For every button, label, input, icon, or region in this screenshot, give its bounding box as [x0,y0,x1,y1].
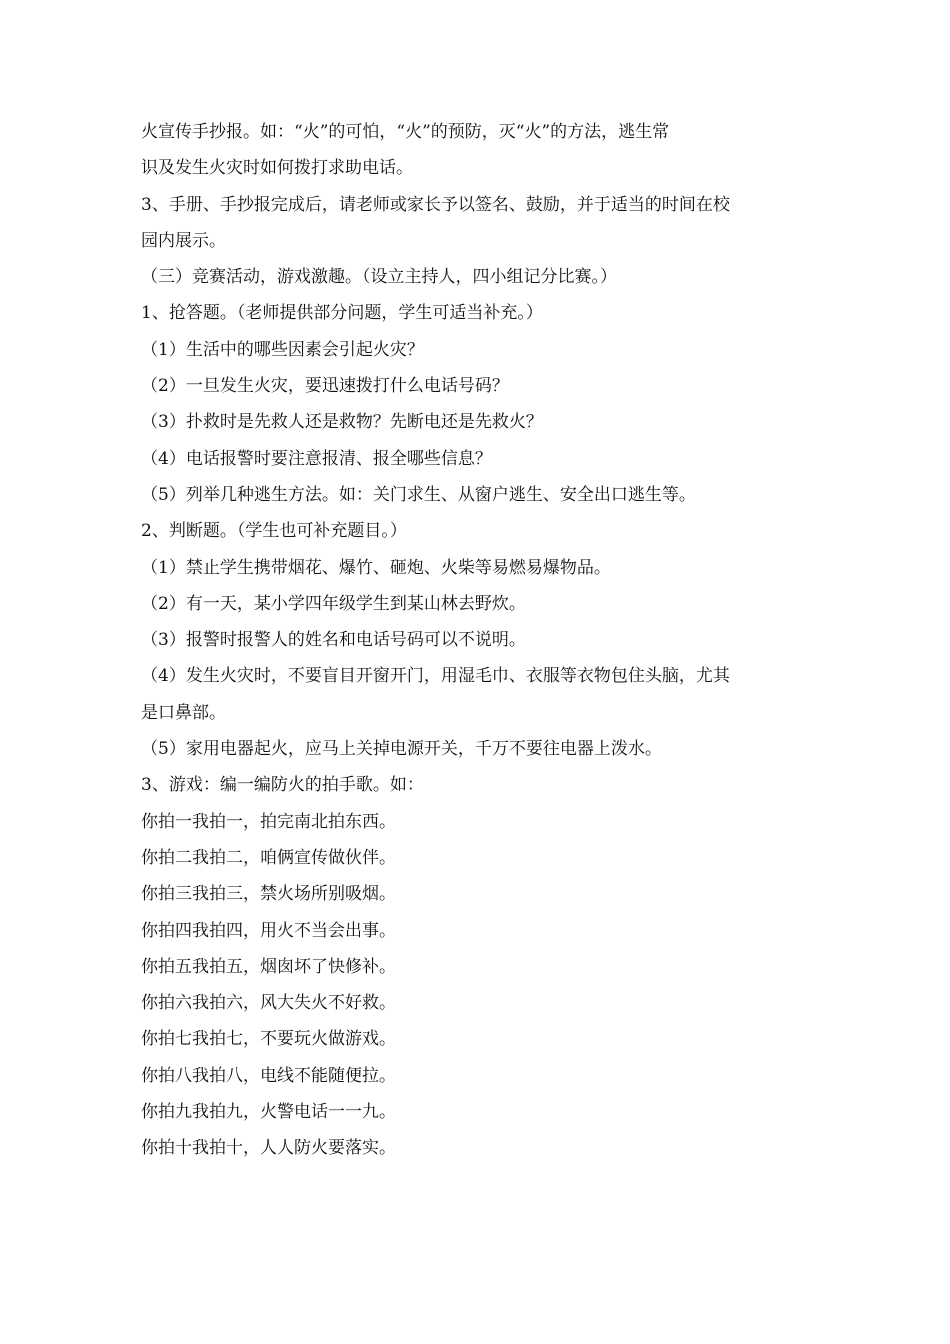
question-item: （3）扑救时是先救人还是救物？先断电还是先救火？ [141,412,543,433]
question-item: （5）列举几种逃生方法。如：关门求生、从窗户逃生、安全出口逃生等。 [141,484,696,505]
judgment-item: （2）有一天，某小学四年级学生到某山林去野炊。 [141,593,526,614]
paragraph-line: 火宣传手抄报。如：“火”的可怕，“火”的预防，灭“火”的方法，逃生常 [141,122,670,142]
rhyme-line: 你拍七我拍七，不要玩火做游戏。 [141,1029,396,1050]
question-item: （4）电话报警时要注意报清、报全哪些信息？ [141,448,492,469]
question-item: （1）生活中的哪些因素会引起火灾？ [141,339,424,360]
judgment-item-continued: 是口鼻部。 [141,702,226,723]
rhyme-line: 你拍六我拍六，风大失火不好救。 [141,993,396,1014]
paragraph-line: 园内展示。 [141,230,226,251]
judgment-item: （1）禁止学生携带烟花、爆竹、砸炮、火柴等易燃易爆物品。 [141,557,611,578]
question-item: （2）一旦发生火灾，要迅速拨打什么电话号码？ [141,376,509,397]
judgment-item: （5）家用电器起火，应马上关掉电源开关，千万不要往电器上泼水。 [141,739,662,760]
game-heading: 3、游戏：编一编防火的拍手歌。如： [141,775,424,796]
rhyme-line: 你拍九我拍九，火警电话一一九。 [141,1102,396,1123]
paragraph-line: 3、手册、手抄报完成后，请老师或家长予以签名、鼓励，并于适当的时间在校 [141,194,730,215]
rhyme-line: 你拍四我拍四，用火不当会出事。 [141,920,396,941]
question-group-heading: 1、抢答题。（老师提供部分问题，学生可适当补充。） [141,303,543,324]
question-group-heading: 2、判断题。（学生也可补充题目。） [141,521,407,542]
judgment-item: （4）发生火灾时，不要盲目开窗开门，用湿毛巾、衣服等衣物包住头脑，尤其 [141,666,730,687]
rhyme-line: 你拍十我拍十，人人防火要落实。 [141,1138,396,1159]
rhyme-line: 你拍三我拍三，禁火场所别吸烟。 [141,884,396,905]
judgment-item: （3）报警时报警人的姓名和电话号码可以不说明。 [141,630,526,651]
rhyme-line: 你拍八我拍八，电线不能随便拉。 [141,1065,396,1086]
rhyme-line: 你拍五我拍五，烟囱坏了快修补。 [141,956,396,977]
paragraph-line: 识及发生火灾时如何拨打求助电话。 [141,158,413,179]
document-body [141,114,821,1167]
section-heading: （三）竞赛活动，游戏激趣。（设立主持人，四小组记分比赛。） [141,267,617,288]
rhyme-line: 你拍二我拍二，咱俩宣传做伙伴。 [141,847,396,868]
rhyme-line: 你拍一我拍一，拍完南北拍东西。 [141,811,396,832]
